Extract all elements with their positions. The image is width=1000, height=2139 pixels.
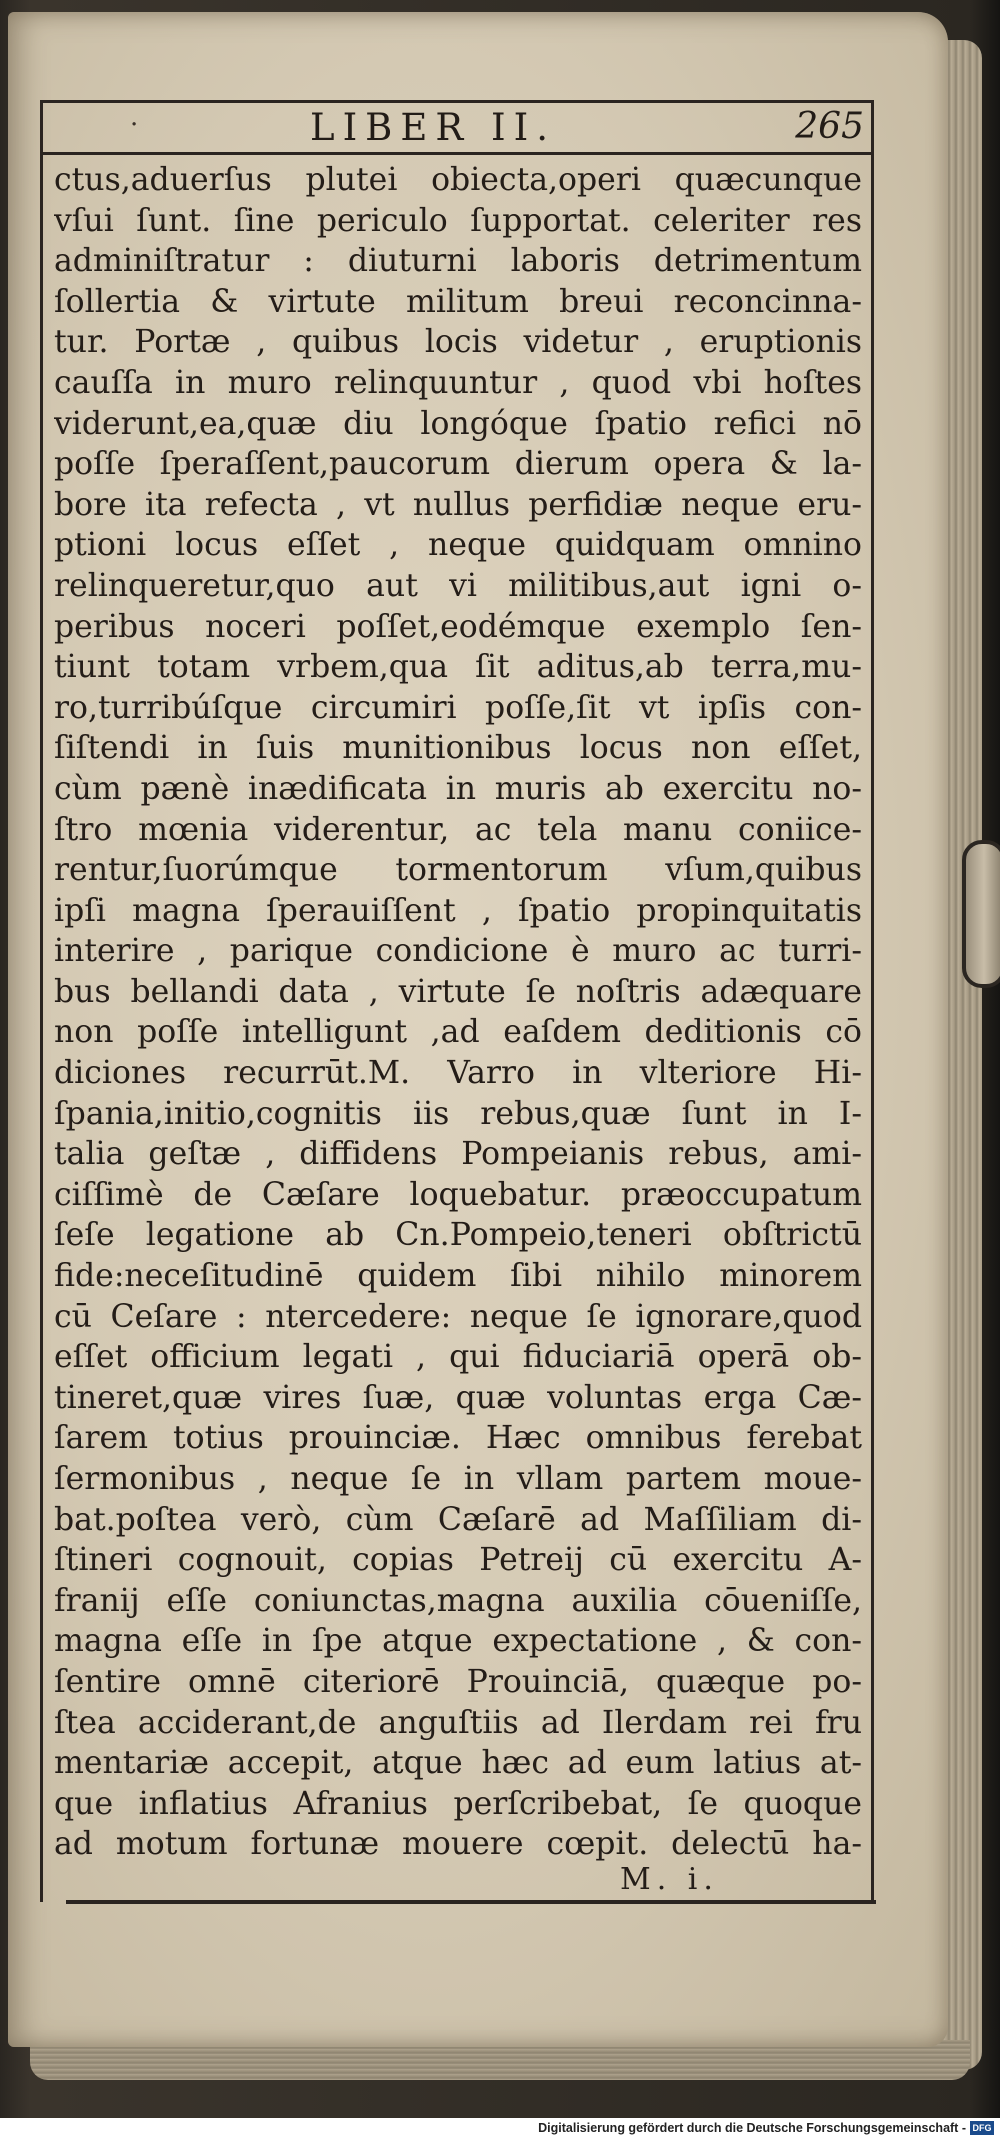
text-line: diciones recurrūt.M. Varro in vlteriore Hi- — [54, 1055, 862, 1092]
digitization-credit: Digitalisierung gefördert durch die Deutsche Forschungsgemeinschaft - — [538, 2121, 966, 2135]
text-line: ſtea acciderant,de anguſtiis ad Ilerdam rei fru — [54, 1704, 862, 1741]
running-head-title: LIBER II. — [310, 106, 556, 149]
text-line: tiunt totam vrbem,qua ſit aditus,ab terra,mu- — [54, 649, 862, 686]
text-line: fide:neceſitudinē quidem ſibi nihilo minorem — [54, 1258, 862, 1295]
text-line: ſtro mœnia viderentur, ac tela manu coniice- — [54, 811, 862, 848]
text-line: tur. Portæ , quibus locis videtur , eruptionis — [54, 324, 862, 361]
frame-bottom-rule — [66, 1900, 876, 1904]
text-line: viderunt,ea,quæ diu longóque ſpatio refici nō — [54, 405, 862, 442]
dfg-logo: DFG — [970, 2121, 994, 2135]
text-line: eſſet officium legati , qui fiduciariā operā ob- — [54, 1339, 862, 1376]
text-line: non poſſe intelligunt ,ad eaſdem deditionis cō — [54, 1014, 862, 1051]
header-rule — [40, 152, 874, 155]
text-line: peribus noceri poſſet,eodémque exemplo ſen- — [54, 608, 862, 645]
text-line: ipſi magna ſperauiſſent , ſpatio propinquitatis — [54, 892, 862, 929]
text-line: ſpania,initio,cognitis iis rebus,quæ ſunt in I- — [54, 1095, 862, 1132]
text-line: rentur,ſuorúmque tormentorum vſum,quibus — [54, 852, 862, 889]
text-line: bat.poſtea verò, cùm Cæſarē ad Maſſiliam di- — [54, 1501, 862, 1538]
running-head — [40, 104, 874, 150]
text-line: poſſe ſperaſſent,paucorum dierum opera & la- — [54, 446, 862, 483]
text-line: ptioni locus eſſet , neque quidquam omnino — [54, 527, 862, 564]
text-line: ad motum fortunæ mouere cœpit. delectū ha- — [54, 1826, 862, 1863]
text-line: mentariæ accepit, atque hæc ad eum latius at- — [54, 1745, 862, 1782]
text-line: ctus,aduerſus plutei obiecta,operi quæcunque — [54, 162, 862, 198]
text-line: magna eſſe in ſpe atque expectatione , & con- — [54, 1623, 862, 1660]
text-line: cauſſa in muro relinquuntur , quod vbi hoſtes — [54, 364, 862, 401]
text-line: cùm pænè inædificata in muris ab exercitu no- — [54, 770, 862, 807]
text-line: cū Ceſare : ntercedere: neque ſe ignorare,quod — [54, 1298, 862, 1335]
text-line: ſeſe legatione ab Cn.Pompeio,teneri obſtrictū — [54, 1217, 862, 1254]
text-line: ro,turribúſque circumiri poſſe,ſit vt ipſis con- — [54, 689, 862, 726]
body-text — [54, 160, 862, 1865]
text-line: bore ita refecta , vt nullus perfidiæ neque eru- — [54, 486, 862, 523]
text-line: interire , parique condicione è muro ac turri- — [54, 933, 862, 970]
text-line: tineret,quæ vires ſuæ, quæ voluntas erga Cæ- — [54, 1379, 862, 1416]
text-line: ſermonibus , neque ſe in vllam partem moue- — [54, 1461, 862, 1497]
page-number: 265 — [795, 106, 864, 147]
text-line: ſollertia & virtute militum breui reconcinna- — [54, 283, 862, 320]
text-line: ſarem totius prouinciæ. Hæc omnibus ferebat — [54, 1420, 862, 1457]
text-line: ſtineri cognouit, copias Petreij cū exercitu A- — [54, 1542, 862, 1579]
running-head-dot: · — [130, 110, 139, 140]
text-line: talia geſtæ , diffidens Pompeianis rebus, ami- — [54, 1136, 862, 1173]
text-line: franij eſſe coniunctas,magna auxilia cōueniſſe, — [54, 1582, 862, 1619]
signature-mark: M. i. — [620, 1862, 719, 1897]
text-line: relinqueretur,quo aut vi militibus,aut igni o- — [54, 567, 862, 604]
text-line: ciſſimè de Cæſare loquebatur. præoccupatum — [54, 1176, 862, 1213]
text-line: bus bellandi data , virtute ſe noſtris adæquare — [54, 973, 862, 1010]
text-line: adminiſtratur : diuturni laboris detrimentum — [54, 243, 862, 280]
text-line: ſentire omnē citeriorē Prouinciā, quæque po- — [54, 1663, 862, 1700]
text-line: vſui ſunt. ſine periculo ſupportat. celeriter res — [54, 202, 862, 239]
book-clasp — [962, 840, 1000, 988]
text-line: ſiſtendi in ſuis munitionibus locus non eſſet, — [54, 730, 862, 767]
text-line: que inflatius Afranius perſcribebat, ſe quoque — [54, 1785, 862, 1822]
